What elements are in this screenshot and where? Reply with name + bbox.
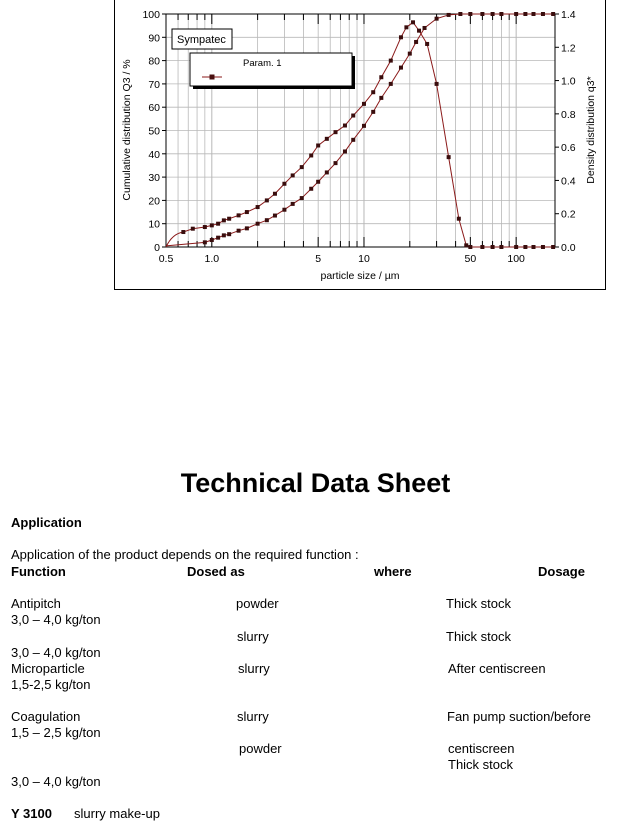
row-powder-2-where-1: centiscreen (448, 741, 515, 756)
y-left-tick-label: 80 (148, 55, 160, 68)
row-powder-2-where-2: Thick stock (448, 757, 514, 772)
data-point-left (514, 12, 518, 16)
data-point-left (541, 12, 545, 16)
row-antipitch-dosed-as: powder (236, 596, 279, 611)
row-microparticle-function: Microparticle (11, 661, 85, 676)
data-point-left (414, 40, 418, 44)
y-right-tick-label: 1.0 (561, 75, 576, 88)
data-point-right (514, 245, 518, 249)
data-point-right (191, 227, 195, 231)
y-axis-left-label: Cumulative distribution Q3 / % (121, 59, 133, 201)
data-point-right (411, 20, 415, 24)
row-slurry-1-dosed-as: slurry (237, 629, 269, 644)
data-point-left (325, 170, 329, 174)
data-point-left (291, 202, 295, 206)
row-microparticle-dosed-as: slurry (238, 661, 270, 676)
data-point-right (316, 143, 320, 147)
row-coagulation-where: Fan pump suction/before (447, 709, 591, 724)
data-point-right (210, 223, 214, 227)
row-antipitch-function: Antipitch (11, 596, 61, 611)
data-point-right (425, 42, 429, 46)
x-axis-label: particle size / µm (320, 270, 400, 282)
data-point-left (334, 161, 338, 165)
header-dosed-as: Dosed as (187, 564, 245, 579)
data-point-left (300, 196, 304, 200)
y-left-tick-label: 50 (148, 125, 160, 138)
y-left-tick-label: 40 (148, 148, 160, 161)
data-point-right (245, 210, 249, 214)
data-point-right (417, 29, 421, 33)
data-point-right (216, 222, 220, 226)
data-point-left (399, 66, 403, 70)
data-point-left (458, 12, 462, 16)
data-point-right (282, 182, 286, 186)
y-left-tick-label: 0 (154, 242, 160, 254)
data-point-right (491, 245, 495, 249)
data-point-right (222, 218, 226, 222)
data-point-left (499, 12, 503, 16)
data-point-right (265, 198, 269, 202)
x-tick-label: 1.0 (204, 253, 220, 265)
data-point-right (541, 245, 545, 249)
header-where: where (374, 564, 412, 579)
data-point-right (531, 245, 535, 249)
legend-marker-swatch (210, 75, 215, 80)
data-point-left (282, 208, 286, 212)
data-point-left (480, 12, 484, 16)
data-point-right (457, 217, 461, 221)
x-tick-label: 50 (464, 253, 477, 265)
data-point-right (362, 102, 366, 106)
data-point-right (379, 75, 383, 79)
data-point-right (203, 225, 207, 229)
data-point-right (399, 35, 403, 39)
y-right-tick-label: 0.8 (561, 108, 576, 121)
data-point-left (210, 238, 214, 242)
x-tick-label: 10 (358, 253, 370, 265)
data-point-right (343, 124, 347, 128)
x-tick-label: 100 (507, 253, 525, 265)
y-right-tick-label: 1.4 (561, 9, 576, 21)
data-point-left (309, 187, 313, 191)
data-point-right (334, 130, 338, 134)
page-title: Technical Data Sheet (180, 468, 451, 498)
data-point-left (523, 12, 527, 16)
header-function: Function (11, 564, 66, 579)
data-point-right (468, 245, 472, 249)
data-point-left (389, 82, 393, 86)
data-point-left (435, 17, 439, 21)
data-point-right (371, 90, 375, 94)
y-right-tick-label: 1.2 (561, 42, 576, 55)
header-dosage: Dosage (538, 564, 585, 579)
data-point-left (531, 12, 535, 16)
data-point-left (408, 52, 412, 56)
row-antipitch-where: Thick stock (446, 596, 512, 611)
row-antipitch-dosage: 3,0 – 4,0 kg/ton (11, 612, 101, 627)
data-point-right (499, 245, 503, 249)
data-point-right (523, 245, 527, 249)
data-point-right (291, 173, 295, 177)
data-point-left (491, 12, 495, 16)
data-point-right (480, 245, 484, 249)
legend-entry-label: Param. 1 (243, 58, 282, 69)
y-left-tick-label: 90 (148, 32, 160, 45)
section-heading: Application (11, 515, 82, 530)
row-microparticle-where: After centiscreen (448, 661, 546, 676)
data-point-left (227, 232, 231, 236)
product-code-note: slurry make-up (74, 806, 160, 821)
data-point-right (227, 217, 231, 221)
x-tick-label: 5 (315, 253, 322, 265)
row-coagulation-dosed-as: slurry (237, 709, 269, 724)
data-point-right (325, 137, 329, 141)
data-point-right (237, 213, 241, 217)
data-point-left (265, 218, 269, 222)
product-code: Y 3100 (11, 806, 52, 821)
y-right-tick-label: 0.6 (561, 142, 576, 155)
data-point-right (404, 25, 408, 29)
data-point-right (389, 59, 393, 63)
y-right-tick-label: 0.2 (561, 208, 576, 221)
data-point-right (181, 230, 185, 234)
data-point-left (379, 96, 383, 100)
y-axis-right-label: Density distribution q3* (585, 76, 597, 184)
data-point-left (551, 12, 555, 16)
row-powder-2-dosed-as: powder (239, 741, 282, 756)
data-point-left (371, 110, 375, 114)
data-point-right (551, 245, 555, 249)
y-right-tick-label: 0.4 (561, 175, 576, 188)
data-point-right (273, 192, 277, 196)
data-point-right (300, 165, 304, 169)
data-point-right (351, 114, 355, 118)
data-point-left (245, 226, 249, 230)
data-point-right (447, 155, 451, 159)
row-coagulation-dosage: 1,5 – 2,5 kg/ton (11, 725, 101, 740)
data-point-left (447, 13, 451, 17)
y-left-tick-label: 70 (148, 78, 160, 91)
data-point-right (435, 82, 439, 86)
data-point-right (256, 205, 260, 209)
data-point-left (273, 214, 277, 218)
particle-size-chart (0, 0, 631, 292)
intro-text: Application of the product depends on the required function : (11, 547, 359, 562)
data-point-left (468, 12, 472, 16)
data-point-left (351, 138, 355, 142)
data-point-left (423, 26, 427, 30)
y-left-tick-label: 10 (148, 218, 160, 231)
row-slurry-1-where: Thick stock (446, 629, 512, 644)
row-slurry-1-dosage: 3,0 – 4,0 kg/ton (11, 645, 101, 660)
x-tick-label: 0.5 (158, 253, 174, 265)
row-microparticle-dosage: 1,5-2,5 kg/ton (11, 677, 91, 692)
row-coagulation-function: Coagulation (11, 709, 81, 724)
sympatec-label: Sympatec (177, 34, 226, 46)
y-left-tick-label: 100 (142, 9, 160, 21)
data-point-right (309, 153, 313, 157)
data-point-left (256, 222, 260, 226)
data-point-left (222, 233, 226, 237)
data-point-right (464, 243, 468, 247)
data-point-left (203, 240, 207, 244)
y-right-tick-label: 0.0 (561, 242, 576, 254)
y-left-tick-label: 20 (148, 195, 160, 208)
data-point-left (362, 124, 366, 128)
y-left-tick-label: 60 (148, 102, 160, 115)
data-point-left (343, 149, 347, 153)
y-left-tick-label: 30 (148, 172, 160, 185)
data-point-left (216, 236, 220, 240)
row-powder-2-dosage: 3,0 – 4,0 kg/ton (11, 774, 101, 789)
data-point-left (237, 229, 241, 233)
data-point-left (316, 180, 320, 184)
